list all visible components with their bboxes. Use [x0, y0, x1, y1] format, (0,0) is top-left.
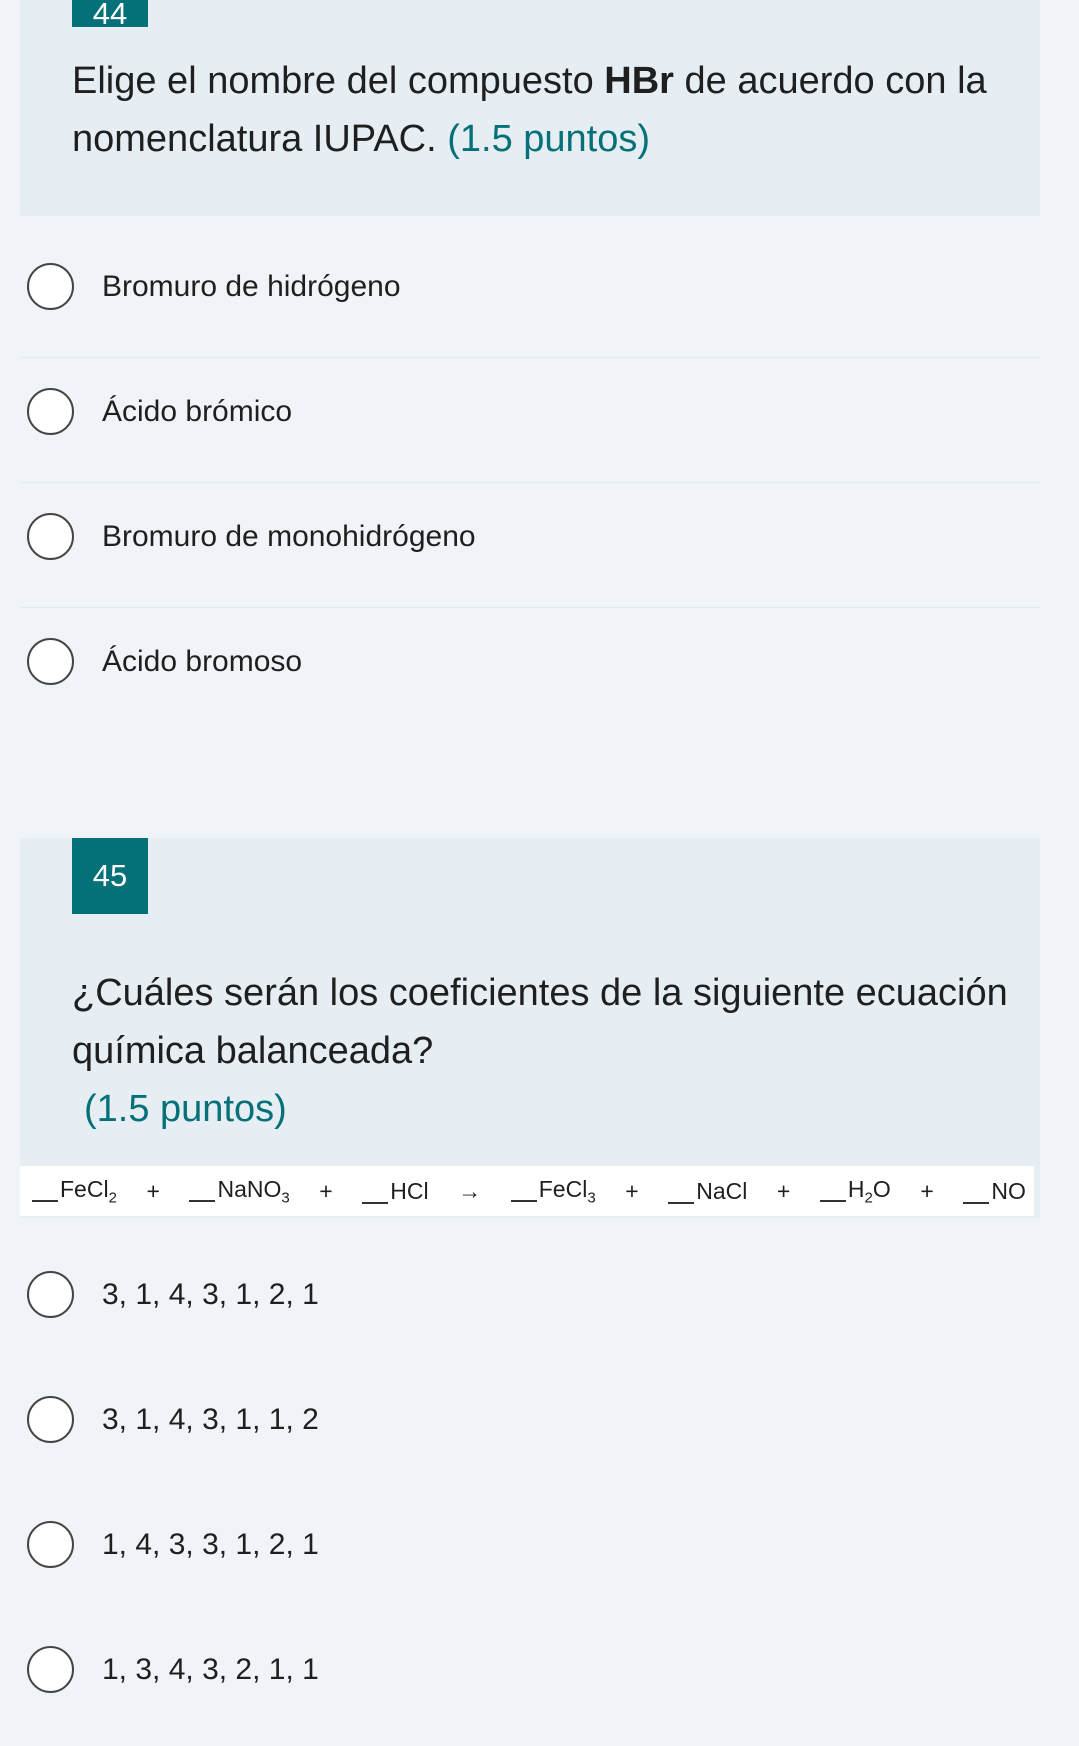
question-number-badge: 45	[72, 838, 148, 914]
question-number-badge: 44	[72, 0, 148, 27]
radio-button[interactable]	[27, 388, 74, 435]
radio-button[interactable]	[27, 1521, 74, 1568]
option-label: 3, 1, 4, 3, 1, 1, 2	[102, 1403, 319, 1436]
question-45-options	[20, 1241, 1040, 1741]
question-44-text	[72, 52, 1022, 168]
question-45-text	[72, 964, 1022, 1138]
reaction-arrow: →	[458, 1177, 482, 1204]
question-text-end: de acuerdo con la nomenclatura IUPAC.	[72, 60, 987, 160]
term-fecl3: FeCl$_3$	[511, 1176, 596, 1207]
chemical-equation	[20, 1166, 1034, 1216]
radio-button[interactable]	[27, 1646, 74, 1693]
question-points: (1.5 puntos)	[84, 1088, 287, 1130]
radio-button[interactable]	[27, 513, 74, 560]
plus-sign: +	[920, 1177, 934, 1204]
option-label: Ácido brómico	[102, 395, 293, 428]
radio-button[interactable]	[27, 263, 74, 310]
plus-sign: +	[319, 1177, 333, 1204]
term-hcl: HCl	[362, 1178, 428, 1205]
term-h2o: $H_2O$	[820, 1176, 891, 1207]
question-44-options	[20, 233, 1040, 733]
answer-option[interactable]	[20, 1366, 1040, 1491]
answer-option[interactable]	[20, 358, 1040, 483]
term-nacl: NaCl	[668, 1178, 747, 1205]
term-nano3: NaNO$_3$	[189, 1176, 289, 1207]
radio-button[interactable]	[27, 1271, 74, 1318]
term-feCl2: FeCl$_2$	[32, 1176, 117, 1207]
term-no: NO	[963, 1178, 1026, 1205]
option-label: 3, 1, 4, 3, 1, 2, 1	[102, 1278, 319, 1311]
question-44-card	[20, 0, 1040, 216]
answer-option[interactable]	[20, 608, 1040, 733]
question-text-start: Elige el nombre del compuesto	[72, 60, 605, 102]
radio-button[interactable]	[27, 638, 74, 685]
option-label: Ácido bromoso	[102, 645, 303, 678]
radio-button[interactable]	[27, 1396, 74, 1443]
question-text: ¿Cuáles serán los coeficientes de la siguiente ecuación química balanceada?	[72, 972, 1008, 1072]
answer-option[interactable]	[20, 233, 1040, 358]
question-45-card	[20, 838, 1040, 1218]
compound-formula: HBr	[604, 60, 674, 102]
option-label: Bromuro de hidrógeno	[102, 270, 401, 303]
plus-sign: +	[625, 1177, 639, 1204]
option-label: 1, 4, 3, 3, 1, 2, 1	[102, 1528, 319, 1561]
option-label: 1, 3, 4, 3, 2, 1, 1	[102, 1653, 319, 1686]
answer-option[interactable]	[20, 1616, 1040, 1741]
plus-sign: +	[776, 1177, 791, 1204]
question-points: (1.5 puntos)	[447, 118, 651, 160]
answer-option[interactable]	[20, 1491, 1040, 1616]
answer-option[interactable]	[20, 483, 1040, 608]
answer-option[interactable]	[20, 1241, 1040, 1366]
option-label: Bromuro de monohidrógeno	[102, 520, 476, 553]
plus-sign: +	[146, 1177, 160, 1204]
